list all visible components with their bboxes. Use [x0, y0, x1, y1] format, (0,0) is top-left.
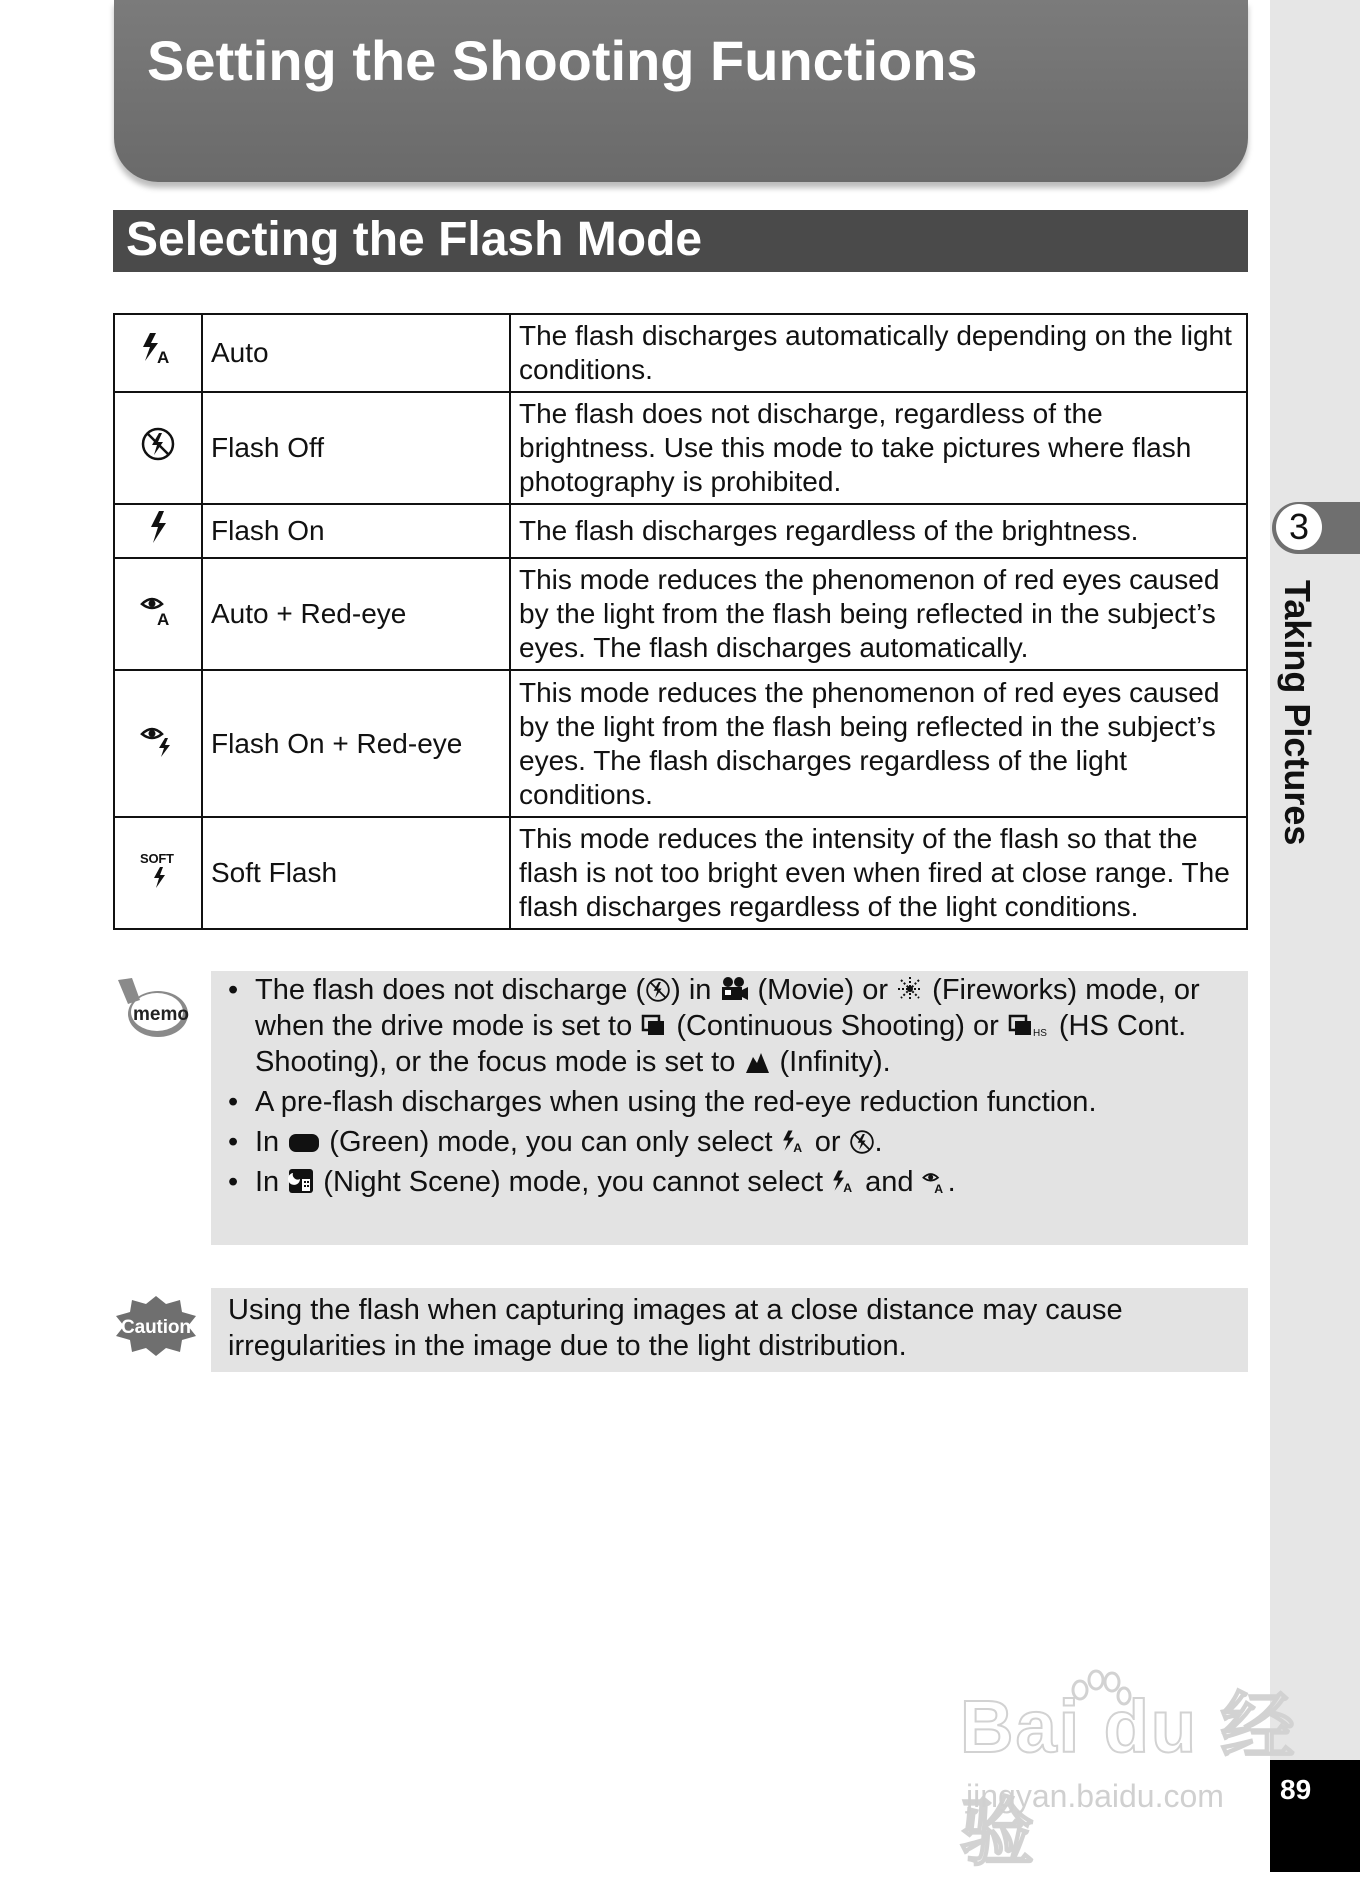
memo-list: [228, 972, 1238, 1204]
mode-name: Flash Off: [202, 392, 510, 504]
flash-auto-icon: [781, 1129, 807, 1155]
table-row: [114, 670, 1247, 817]
watermark-url: jingyan.baidu.com: [966, 1778, 1224, 1814]
list-item: • A pre-flash discharges when using the red-eye reduction function.: [228, 1084, 1238, 1120]
hs-continuous-shooting-icon: [1007, 1013, 1051, 1039]
svg-text:A: A: [843, 1181, 853, 1195]
list-item: • In (Green) mode, you can only select A or .: [228, 1124, 1238, 1160]
flash-auto-icon: [831, 1169, 857, 1195]
flash-off-icon: [140, 426, 176, 462]
svg-text:A: A: [157, 610, 170, 628]
flash-mode-table: [113, 313, 1248, 930]
night-scene-icon: [287, 1167, 315, 1195]
list-item: • The flash does not discharge ( ) in (Movie) or (Fireworks) mode, or when the drive mode is set to (Continuous Shooting) or HS (HS Cont. Shooting), or the focus mode is set to (Infinity).: [228, 972, 1238, 1080]
infinity-focus-icon: [743, 1049, 771, 1075]
watermark-logo: Bai du 经验: [960, 1685, 1297, 1874]
section-title: Selecting the Flash Mode: [126, 213, 703, 266]
soft-flash-icon: [139, 849, 177, 889]
flash-on-icon: [140, 509, 176, 545]
mode-description: This mode reduces the phenomenon of red eyes caused by the light from the flash being reflected in the subject’s eyes. The flash discharges regardless of the light conditions.: [510, 670, 1247, 817]
mode-name: Flash On + Red-eye: [202, 670, 510, 817]
mode-description: The flash discharges regardless of the brightness.: [510, 504, 1247, 558]
chapter-title: Taking Pictures: [1277, 580, 1318, 846]
red-eye-auto-icon: [140, 592, 176, 628]
mode-description: This mode reduces the phenomenon of red eyes caused by the light from the flash being reflected in the subject’s eyes. The flash discharges automatically.: [510, 558, 1247, 670]
svg-text:SOFT: SOFT: [140, 851, 174, 866]
memo-icon: [114, 976, 190, 1042]
continuous-shooting-icon: [640, 1013, 668, 1039]
caution-text: Using the flash when capturing images at a close distance may cause irregularities in the image due to the light distribution.: [228, 1294, 1123, 1362]
memo-icon-label: memo: [133, 1004, 189, 1025]
mode-name: Auto + Red-eye: [202, 558, 510, 670]
green-mode-icon: [287, 1131, 321, 1155]
chapter-number: 3: [1276, 504, 1322, 550]
table-row: [114, 392, 1247, 504]
red-eye-on-icon: [140, 722, 176, 758]
side-strip: [1270, 0, 1360, 1872]
page-title: Setting the Shooting Functions: [147, 29, 978, 92]
svg-text:HS: HS: [1032, 1028, 1047, 1039]
table-row: [114, 817, 1247, 929]
caution-icon-label: Caution: [121, 1317, 191, 1338]
svg-text:A: A: [792, 1141, 802, 1155]
svg-text:A: A: [933, 1181, 943, 1195]
svg-text:A: A: [157, 348, 170, 367]
list-item: • In (Night Scene) mode, you cannot select A and A .: [228, 1164, 1238, 1200]
fireworks-icon: [896, 975, 924, 1003]
caution-icon: [114, 1294, 198, 1358]
mode-description: The flash discharges automatically depending on the light conditions.: [510, 314, 1247, 392]
mode-description: The flash does not discharge, regardless of the brightness. Use this mode to take pictures where flash photography is prohibited.: [510, 392, 1247, 504]
flash-auto-icon: [140, 331, 176, 367]
red-eye-auto-icon: [922, 1169, 948, 1195]
movie-icon: [719, 975, 749, 1003]
mode-name: Auto: [202, 314, 510, 392]
table-row: [114, 314, 1247, 392]
table-row: [114, 504, 1247, 558]
flash-off-icon: [849, 1129, 875, 1155]
mode-name: Flash On: [202, 504, 510, 558]
table-row: [114, 558, 1247, 670]
mode-name: Soft Flash: [202, 817, 510, 929]
flash-off-icon: [645, 977, 671, 1003]
page-number: 89: [1280, 1774, 1312, 1805]
mode-description: This mode reduces the intensity of the flash so that the flash is not too bright even when fired at close range. The flash discharges regardless of the light conditions.: [510, 817, 1247, 929]
